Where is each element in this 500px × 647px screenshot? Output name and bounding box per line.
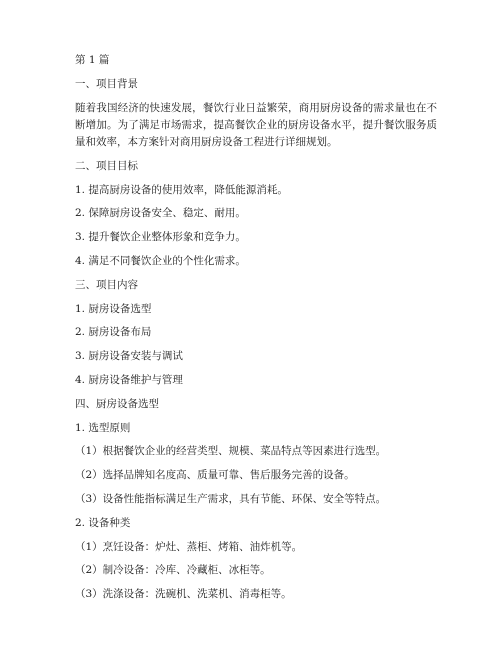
chapter-title: 第 1 篇 xyxy=(75,54,110,66)
content-item: 4. 厨房设备维护与管理 xyxy=(75,373,183,386)
section-heading-selection: 四、厨房设备选型 xyxy=(75,397,159,410)
section-heading-content: 三、项目内容 xyxy=(75,278,138,291)
goal-item: 3. 提升餐饮企业整体形象和竞争力。 xyxy=(75,231,246,244)
principle-item: （3）设备性能指标满足生产需求，具有节能、环保、安全等特点。 xyxy=(75,492,387,505)
goal-item: 4. 满足不同餐饮企业的个性化需求。 xyxy=(75,254,246,267)
goal-item: 2. 保障厨房设备安全、稳定、耐用。 xyxy=(75,207,246,220)
subsection-heading-equipment-types: 2. 设备种类 xyxy=(75,516,131,529)
subsection-heading-principles: 1. 选型原则 xyxy=(75,421,131,434)
document-page xyxy=(75,52,437,603)
equipment-type-item: （2）制冷设备：冷库、冷藏柜、冰柜等。 xyxy=(75,564,271,577)
equipment-type-item: （3）洗涤设备：洗碗机、洗菜机、消毒柜等。 xyxy=(75,588,292,601)
goal-item: 1. 提高厨房设备的使用效率，降低能源消耗。 xyxy=(75,183,288,196)
section-heading-background: 一、项目背景 xyxy=(75,77,138,90)
background-paragraph: 随着我国经济的快速发展，餐饮行业日益繁荣，商用厨房设备的需求量也在不断增加。为了满足市场需求，提高餐饮企业的厨房设备水平，提升餐饮服务质量和效率，本方案针对商用厨房设备工程进行详细规划。 xyxy=(75,101,437,148)
content-item: 3. 厨房设备安装与调试 xyxy=(75,350,183,363)
principle-item: （1）根据餐饮企业的经营类型、规模、菜品特点等因素进行选型。 xyxy=(75,445,387,458)
section-heading-goals: 二、项目目标 xyxy=(75,159,138,172)
content-item: 2. 厨房设备布局 xyxy=(75,326,152,339)
content-item: 1. 厨房设备选型 xyxy=(75,302,152,315)
equipment-type-item: （1）烹饪设备：炉灶、蒸柜、烤箱、油炸机等。 xyxy=(75,540,303,553)
principle-item: （2）选择品牌知名度高、质量可靠、售后服务完善的设备。 xyxy=(75,469,355,482)
